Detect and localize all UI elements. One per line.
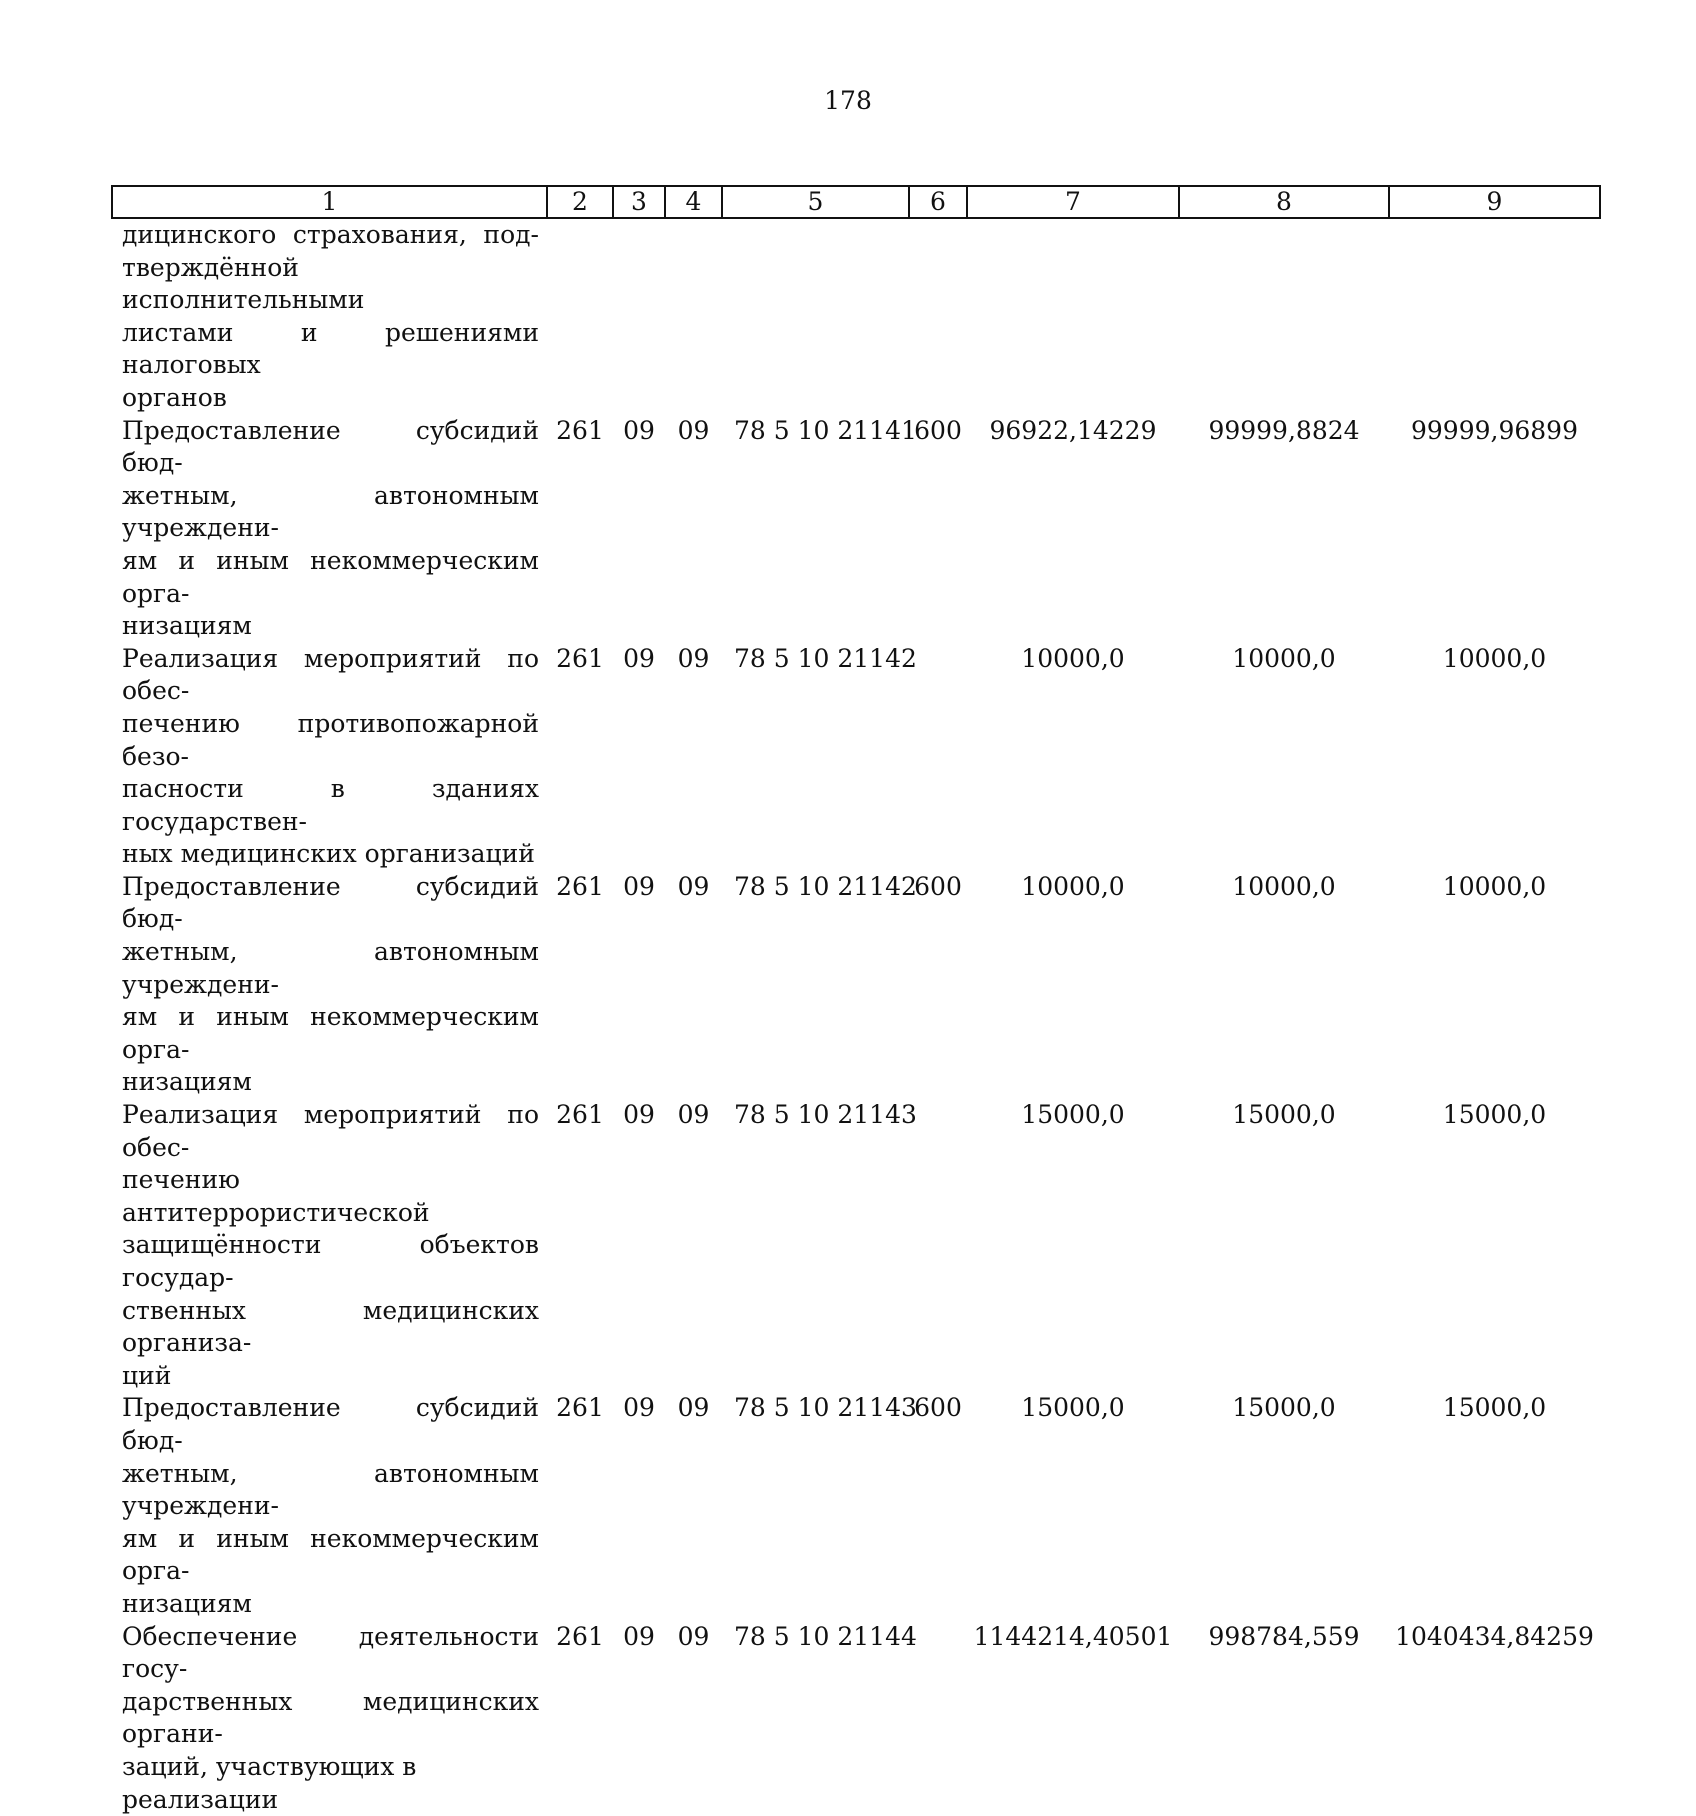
table-header-row (112, 186, 1600, 218)
row-description (112, 871, 547, 1099)
target-article-cell: 78 5 10 21143 (734, 1393, 917, 1423)
description-line: заций, участвующих в реализации (122, 1751, 417, 1814)
target-article-cell (722, 218, 909, 415)
amount-year-2-cell: 998784,559 (1208, 1621, 1360, 1651)
amount-year-1-cell: 10000,0 (1021, 871, 1125, 901)
description-line: дарственных медицинских органи- (122, 1686, 539, 1749)
admin-code-cell (547, 218, 613, 415)
amount-year-1-cell (967, 218, 1179, 415)
section-cell: 09 (623, 1393, 655, 1423)
expense-type-cell: 600 (914, 415, 962, 445)
description-line: дицинского страхования, под- (122, 220, 539, 249)
description-line: пасности в зданиях государствен- (122, 774, 539, 836)
row-description (112, 1621, 547, 1816)
section-cell: 09 (623, 871, 655, 901)
column-header: 4 (665, 186, 722, 218)
description-line: Предоставление субсидий бюд- (122, 415, 539, 478)
section-cell: 09 (623, 1621, 655, 1651)
column-header: 1 (112, 186, 547, 218)
column-header: 5 (722, 186, 909, 218)
description-line: ям и иным некоммерческим орга- (122, 545, 539, 608)
expense-type-cell (909, 218, 967, 415)
budget-table (111, 185, 1601, 1816)
description-line: низациям (122, 1067, 252, 1097)
amount-year-3-cell: 1040434,84259 (1395, 1621, 1594, 1651)
amount-year-2-cell: 10000,0 (1232, 871, 1336, 901)
expense-type-cell (909, 643, 967, 871)
description-line: листами и решениями налоговых (122, 317, 539, 380)
description-line: ных медицинских организаций (122, 839, 535, 869)
description-line: жетным, автономным учреждени- (122, 1458, 539, 1521)
expense-type-cell: 600 (914, 1393, 962, 1423)
table-row (112, 1099, 1600, 1392)
amount-year-1-cell: 1144214,40501 (973, 1621, 1173, 1651)
amount-year-1-cell: 10000,0 (1021, 643, 1125, 673)
admin-code-cell: 261 (556, 1393, 604, 1423)
amount-year-2-cell: 99999,8824 (1208, 415, 1360, 445)
target-article-cell: 78 5 10 21143 (734, 1100, 917, 1130)
description-line: ственных медицинских организа- (122, 1295, 539, 1358)
admin-code-cell: 261 (556, 1621, 604, 1651)
section-cell: 09 (623, 1100, 655, 1130)
subsection-cell: 09 (677, 643, 710, 673)
amount-year-2-cell: 15000,0 (1232, 1393, 1336, 1423)
description-line: Предоставление субсидий бюд- (122, 871, 539, 934)
admin-code-cell: 261 (556, 871, 604, 901)
row-description (112, 643, 547, 871)
table-row (112, 1621, 1600, 1816)
description-line: жетным, автономным учреждени- (122, 480, 539, 543)
subsection-cell: 09 (677, 415, 710, 445)
target-article-cell: 78 5 10 21142 (734, 643, 917, 673)
description-line: Обеспечение деятельности госу- (122, 1621, 539, 1684)
admin-code-cell: 261 (556, 643, 604, 673)
description-line: низациям (122, 1588, 252, 1618)
amount-year-2-cell (1179, 218, 1389, 415)
description-line: защищённости объектов государ- (122, 1230, 539, 1292)
description-line: Предоставление субсидий бюд- (122, 1393, 539, 1455)
amount-year-3-cell: 10000,0 (1442, 871, 1547, 901)
description-line: органов (122, 382, 227, 412)
description-line: ям и иным некоммерческим орга- (122, 1523, 539, 1586)
section-cell: 09 (623, 415, 655, 445)
table-row (112, 1392, 1600, 1620)
amount-year-3-cell: 10000,0 (1442, 643, 1547, 673)
table-row (112, 643, 1600, 871)
table-body (112, 218, 1600, 1816)
page-number: 178 (824, 86, 872, 115)
column-header: 9 (1389, 186, 1600, 218)
column-header: 3 (613, 186, 665, 218)
column-header: 7 (967, 186, 1179, 218)
subsection-cell (665, 218, 722, 415)
description-line: печению противопожарной безо- (122, 708, 539, 771)
table-row (112, 871, 1600, 1099)
amount-year-3-cell: 15000,0 (1442, 1393, 1547, 1423)
subsection-cell: 09 (677, 1100, 710, 1130)
admin-code-cell: 261 (556, 415, 604, 445)
target-article-cell: 78 5 10 21144 (734, 1621, 917, 1651)
amount-year-1-cell: 96922,14229 (989, 415, 1157, 445)
expense-type-cell (909, 1621, 967, 1816)
expense-type-cell (909, 1099, 967, 1392)
description-line: печению антитеррористической (122, 1165, 430, 1227)
amount-year-1-cell: 15000,0 (1021, 1393, 1125, 1423)
description-line: ций (122, 1360, 172, 1390)
amount-year-2-cell: 10000,0 (1232, 643, 1336, 673)
description-line: Реализация мероприятий по обес- (122, 1100, 539, 1162)
description-line: жетным, автономным учреждени- (122, 937, 539, 999)
row-description (112, 1099, 547, 1392)
section-cell (613, 218, 665, 415)
admin-code-cell: 261 (556, 1100, 604, 1130)
description-line: низациям (122, 611, 252, 641)
section-cell: 09 (623, 643, 655, 673)
target-article-cell: 78 5 10 21141 (734, 415, 917, 445)
amount-year-2-cell: 15000,0 (1232, 1100, 1336, 1130)
description-line: ям и иным некоммерческим орга- (122, 1002, 539, 1064)
table-row (112, 415, 1600, 643)
row-description (112, 218, 547, 415)
column-header: 6 (909, 186, 967, 218)
expense-type-cell: 600 (914, 871, 962, 901)
amount-year-3-cell: 99999,96899 (1410, 415, 1578, 445)
subsection-cell: 09 (677, 1621, 710, 1651)
description-line: тверждённой исполнительными (122, 252, 365, 315)
amount-year-3-cell: 15000,0 (1442, 1100, 1547, 1130)
subsection-cell: 09 (677, 871, 710, 901)
column-header: 2 (547, 186, 613, 218)
row-description (112, 415, 547, 643)
amount-year-1-cell: 15000,0 (1021, 1100, 1125, 1130)
subsection-cell: 09 (677, 1393, 710, 1423)
row-description (112, 1392, 547, 1620)
target-article-cell: 78 5 10 21142 (734, 871, 917, 901)
column-header: 8 (1179, 186, 1389, 218)
amount-year-3-cell (1389, 218, 1600, 415)
table-row (112, 218, 1600, 415)
description-line: Реализация мероприятий по обес- (122, 643, 539, 706)
